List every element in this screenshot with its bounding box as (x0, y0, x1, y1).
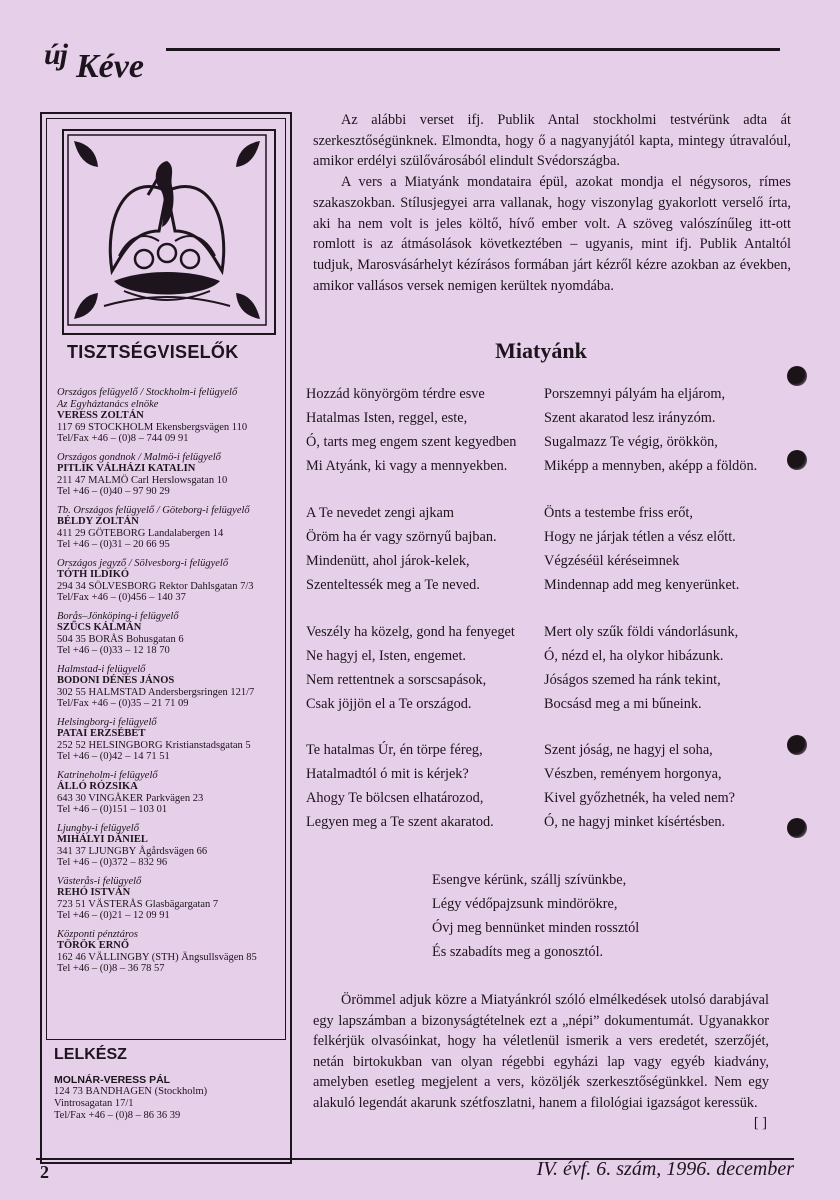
officer-phone: Tel/Fax +46 – (0)456 – 140 37 (57, 592, 186, 603)
poem-stanza (306, 501, 497, 597)
poem-line: Ó, nézd el, ha olykor hibázunk. (544, 648, 724, 664)
officer-name: TÓTH ILDIKÓ (57, 569, 130, 580)
officer-address: 302 55 HALMSTAD Andersbergsringen 121/7 (57, 686, 255, 698)
officer-role: Központi pénztáros (57, 928, 138, 940)
poem-line: Kivel győzhetnék, ha veled nem? (544, 790, 735, 806)
pelican-emblem-icon (62, 129, 276, 335)
officer-name: ÁLLÓ RÓZSIKA (57, 781, 138, 792)
officer-address: 643 30 VINGÅKER Parkvägen 23 (57, 792, 204, 804)
officer-phone: Tel +46 – (0)31 – 20 66 95 (57, 539, 170, 550)
poem-stanza (544, 501, 739, 597)
officer-name: BODONI DÉNES JÁNOS (57, 675, 175, 686)
poem-line: Szent jóság, ne hagyj el soha, (544, 742, 713, 758)
poem-line: Óvj meg bennünket minden rossztól (432, 920, 640, 936)
poem-stanza (306, 738, 494, 834)
officer-name: SZŰCS KÁLMÁN (57, 622, 142, 633)
binder-hole-icon (787, 735, 807, 755)
officers-title: TISZTSÉGVISELŐK (67, 342, 239, 362)
officer-phone: Tel +46 – (0)21 – 12 09 91 (57, 910, 170, 921)
officer-role: Katrineholm-i felügyelő (57, 769, 158, 781)
officer-entry (57, 876, 287, 922)
sidebar-box (40, 112, 292, 1164)
officer-name: TÖRÖK ERNŐ (57, 940, 130, 951)
poem-line: Hatalmas Isten, reggel, este, (306, 410, 468, 426)
poem-title: Miatyánk (495, 338, 587, 363)
poem-line: Legyen meg a Te szent akaratod. (306, 814, 494, 830)
officer-entry (57, 770, 287, 816)
binder-hole-icon (787, 366, 807, 386)
officer-phone: Tel +46 – (0)372 – 832 96 (57, 857, 168, 868)
poem-line: Önts a testembe friss erőt, (544, 505, 693, 521)
poem-line: Mert oly szűk földi vándorlásunk, (544, 624, 739, 640)
officer-role: Ljungby-i felügyelő (57, 822, 139, 834)
poem-line: Végzéséül kéréseimnek (544, 553, 680, 569)
poem-line: Veszély ha közelg, gond ha fenyeget (306, 624, 515, 640)
officer-address: 411 29 GÖTEBORG Landalabergen 14 (57, 527, 224, 539)
poem-line: Mi Atyánk, ki vagy a mennyekben. (306, 458, 508, 474)
priest-title: LELKÉSZ (54, 1046, 127, 1063)
sidebar-inner-frame (46, 118, 286, 1040)
officer-phone: Tel +46 – (0)40 – 97 90 29 (57, 486, 170, 497)
intro-paragraph: Az alábbi verset ifj. Publik Antal stockholmi testvérünk adta át szerkesztőségünknek. Elmondta, hogy ő a nagyanyjától kapta, mintegy útravalóul, amikor erdélyi szülővárosából elindult Svédországba. (313, 112, 791, 170)
outro-text (313, 990, 769, 1134)
poem-line: Bocsásd meg a mi bűneink. (544, 696, 702, 712)
poem-line: Esengve kérünk, szállj szívünkbe, (432, 872, 627, 888)
officer-entry (57, 664, 287, 710)
officers-list (57, 387, 287, 982)
officer-entry (57, 823, 287, 869)
poem-line: Mindennap add meg kenyerünket. (544, 577, 740, 593)
officer-name: PATAI ERZSÉBET (57, 728, 146, 739)
poem-line: Ahogy Te bölcsen elhatározod, (306, 790, 484, 806)
priest-section (54, 1046, 284, 1122)
poem-line: Porszemnyi pályám ha eljárom, (544, 386, 726, 402)
officer-address: 341 37 LJUNGBY Ågårdsvägen 66 (57, 845, 208, 857)
poem-line: Ó, ne hagyj minket kísértésben. (544, 814, 726, 830)
officer-address: 117 69 STOCKHOLM Ekensbergsvägen 110 (57, 421, 248, 433)
poem-line: Hogy ne járjak tétlen a vész előtt. (544, 529, 736, 545)
officer-role-secondary: Az Egyháztanács elnöke (57, 398, 159, 410)
priest-address-line1: 124 73 BANDHAGEN (Stockholm) (54, 1086, 208, 1097)
officer-phone: Tel/Fax +46 – (0)8 – 744 09 91 (57, 433, 189, 444)
poem-line: Vészben, reményem horgonya, (544, 766, 722, 782)
poem-final-stanza (432, 868, 639, 964)
officer-entry (57, 611, 287, 657)
priest-phone: Tel/Fax +46 – (0)8 – 86 36 39 (54, 1110, 181, 1121)
officer-address: 211 47 MALMÖ Carl Herslowsgatan 10 (57, 474, 228, 486)
officer-role: Helsingborg-i felügyelő (57, 716, 157, 728)
officer-role: Halmstad-i felügyelő (57, 663, 146, 675)
poem-line: Csak jöjjön el a Te országod. (306, 696, 472, 712)
officer-address: 294 34 SÖLVESBORG Rektor Dahlsgatan 7/3 (57, 580, 254, 592)
closing-brackets: [ ] (753, 1115, 767, 1131)
poem-line: Ne hagyj el, Isten, engemet. (306, 648, 466, 664)
officer-entry (57, 452, 287, 498)
poem-stanza (544, 738, 735, 834)
poem-stanza (306, 382, 516, 478)
officer-name: MIHÁLYI DÁNIEL (57, 834, 148, 845)
officer-role: Országos felügyelő / Stockholm-i felügyelő (57, 387, 238, 398)
intro-paragraph: A vers a Miatyánk mondataira épül, azokat mondja el négysoros, rímes szakaszokban. Stílusjegyei arra vallanak, hogy viszonylag gyakorlott verselő írta, aki ha nem volt is jeles költő, hívő ember volt. A szöveg valószínűleg itt-ott romlott is az átmásolások következtében – ugyanis, mint ifj. Publik Antaltól tudjuk, Marosvásárhelyt kézírásos formában járt kézről kézre azokban az években, amikor vallásos versek nemigen kerültek nyomdába. (313, 174, 791, 294)
officer-name: BÉLDY ZOLTÁN (57, 516, 139, 527)
officer-role: Tb. Országos felügyelő / Göteborg-i felügyelő (57, 504, 250, 516)
officer-role: Országos gondnok / Malmö-i felügyelő (57, 451, 221, 463)
poem-line: Jóságos szemed ha ránk tekint, (544, 672, 721, 688)
poem-stanza (544, 620, 738, 716)
masthead-rule (166, 48, 780, 51)
officer-entry (57, 387, 287, 445)
page-number: 2 (40, 1162, 49, 1182)
officer-role: Borås–Jönköping-i felügyelő (57, 610, 179, 622)
officer-address: 723 51 VÄSTERÅS Glasbägargatan 7 (57, 898, 219, 910)
poem-line: Nem rettentnek a sorscsapások, (306, 672, 487, 688)
poem-stanza (544, 382, 757, 478)
poem-line: A Te nevedet zengi ajkam (306, 505, 455, 521)
officer-entry (57, 929, 287, 975)
binder-hole-icon (787, 450, 807, 470)
poem-line: Te hatalmas Úr, én törpe féreg, (306, 742, 483, 758)
officer-entry (57, 717, 287, 763)
binder-hole-icon (787, 818, 807, 838)
officer-name: PITLIK VÁLHÁZI KATALIN (57, 463, 196, 474)
officer-phone: Tel/Fax +46 – (0)35 – 21 71 09 (57, 698, 189, 709)
officer-entry (57, 558, 287, 604)
poem-line: És szabadíts meg a gonosztól. (432, 944, 604, 960)
poem-line: Sugalmazz Te végig, örökkön, (544, 434, 718, 450)
poem-line: Öröm ha ér vagy szörnyű bajban. (306, 529, 497, 545)
poem-line: Szenteltessék meg a Te neved. (306, 577, 480, 593)
priest-name: MOLNÁR-VERESS PÁL (54, 1074, 171, 1086)
officer-phone: Tel +46 – (0)42 – 14 71 51 (57, 751, 170, 762)
poem-line: Hozzád könyörgöm térdre esve (306, 386, 485, 402)
officer-phone: Tel +46 – (0)151 – 103 01 (57, 804, 168, 815)
poem-line: Mindenütt, ahol járok-kelek, (306, 553, 470, 569)
officer-name: VERESS ZOLTÁN (57, 410, 144, 421)
intro-text (313, 110, 791, 296)
issue-info: IV. évf. 6. szám, 1996. december (536, 1158, 794, 1180)
masthead (36, 30, 780, 85)
masthead-keve: Kéve (76, 48, 144, 85)
poem-line: Szent akaratod lesz irányzóm. (544, 410, 716, 426)
officer-address: 504 35 BORÅS Bohusgatan 6 (57, 633, 184, 645)
officer-role: Országos jegyző / Sölvesborg-i felügyelő (57, 557, 229, 569)
poem-stanza (306, 620, 515, 716)
officer-address: 162 46 VÄLLINGBY (STH) Ängsullsvägen 85 (57, 951, 257, 963)
outro-paragraph: Örömmel adjuk közre a Miatyánkról szóló elmélkedések utolsó darabjával egy lapszámban a bizonyságtételnek ezt a „népi” dokumentumát. Ugyanakkor felkérjük olvasóinkat, hogy ha véletlenül ismerik a vers eredetét, szerzőjét, netán birtokukban van olyan régebbi egyházi lap vagy egyéb kiadvány, amelyben esetleg megjelent a vers, közöljék szerkesztőségünkkel. Nem egy alakuló legendát akarunk szétfoszlatni, hanem a filológiai igazságot keressük. (313, 992, 769, 1111)
officer-name: REHÓ ISTVÁN (57, 887, 131, 898)
poem-line: Hatalmadtól ó mit is kérjek? (306, 766, 469, 782)
poem-line: Ó, tarts meg engem szent kegyedben (306, 434, 517, 450)
officer-address: 252 52 HELSINGBORG Kristianstadsgatan 5 (57, 739, 251, 751)
officer-phone: Tel +46 – (0)33 – 12 18 70 (57, 645, 170, 656)
poem-line: Miképp a mennyben, aképp a földön. (544, 458, 758, 474)
masthead-uj: új (44, 38, 68, 71)
officer-phone: Tel +46 – (0)8 – 36 78 57 (57, 963, 165, 974)
poem-line: Légy védőpajzsunk mindörökre, (432, 896, 618, 912)
officer-role: Västerås-i felügyelő (57, 875, 142, 887)
officer-entry (57, 505, 287, 551)
priest-address-line2: Vintrosagatan 17/1 (54, 1098, 134, 1109)
